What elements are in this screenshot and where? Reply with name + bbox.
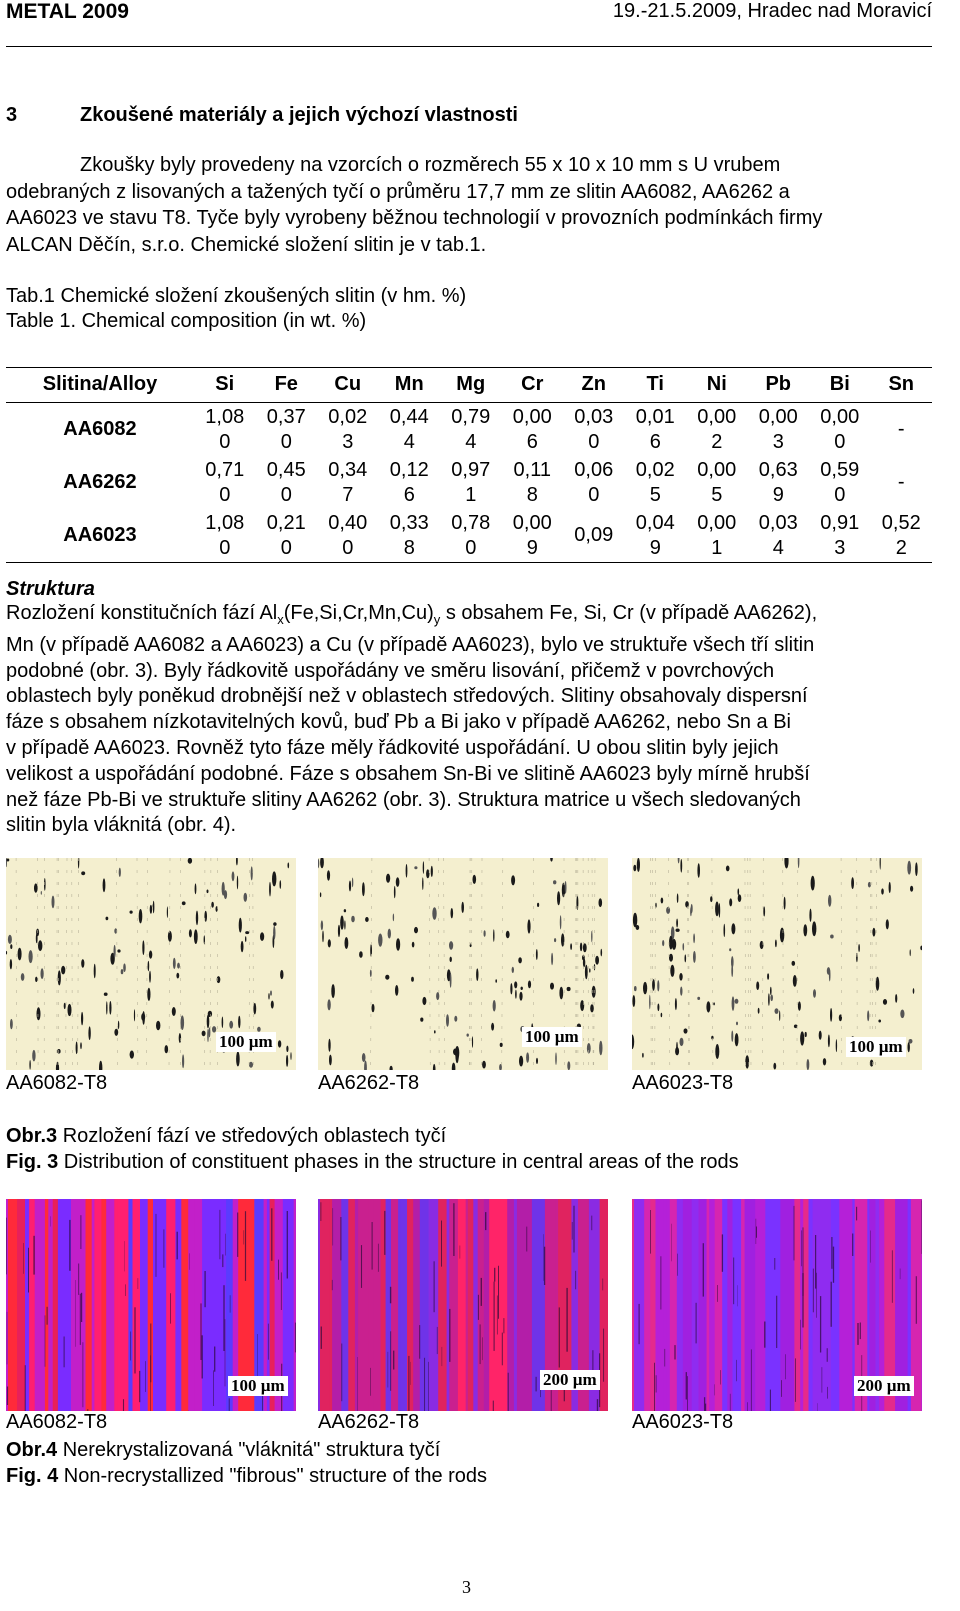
value-cell: [871, 456, 933, 509]
value-cell: [871, 403, 933, 457]
value-part: 0: [219, 430, 231, 453]
column-header-alloy: Slitina/Alloy: [42, 372, 158, 395]
value-part: 0: [834, 483, 846, 506]
value-part: 0,34: [328, 458, 368, 481]
value-cell: [686, 509, 748, 563]
subscript-x: x: [277, 612, 284, 627]
structure-line: podobné (obr. 3). Byly řádkovitě uspořádány ve směru lisování, přičemž v povrchových: [6, 659, 775, 682]
value-cell: [809, 403, 871, 457]
structure-line: slitin byla vláknitá (obr. 4).: [6, 814, 237, 837]
value-part: 9: [649, 536, 661, 559]
value-cell: [563, 403, 625, 457]
value-cell: [502, 509, 564, 563]
table-row: [6, 456, 932, 509]
column-header-ti: Ti: [646, 372, 664, 395]
intro-line: ALCAN Děčín, s.r.o. Chemické složení slitin je v tab.1.: [6, 233, 487, 256]
scale-bar-label: 100 µm: [846, 1037, 906, 1057]
caption-prefix: Fig. 3: [6, 1151, 59, 1173]
value-part: 4: [772, 536, 784, 559]
column-header-pb: Pb: [765, 372, 792, 395]
structure-line: oblastech byly poněkud drobnější než v oblastech středových. Slitiny obsahovaly dispersní: [6, 685, 808, 708]
value-part: 6: [649, 430, 661, 453]
structure-line: Mn (v případě AA6082 a AA6023) a Cu (v případě AA6023), bylo ve struktuře všech tří slitin: [6, 633, 815, 656]
value-part: 6: [403, 483, 415, 506]
header-rule: [6, 46, 932, 47]
value-cell: [686, 456, 748, 509]
value-cell: [748, 456, 810, 509]
table-body: [6, 403, 932, 563]
value-part: 0,33: [389, 511, 429, 534]
section-heading: [6, 104, 518, 127]
value-part: 0,01: [635, 405, 675, 428]
value-part: 0,00: [512, 511, 552, 534]
intro-paragraph: [6, 152, 932, 258]
conference-date-place: 19.-21.5.2009, Hradec nad Moravicí: [612, 0, 932, 22]
value-cell: [379, 403, 441, 457]
value-part: 6: [526, 430, 538, 453]
value-part: -: [897, 418, 905, 440]
value-cell: [317, 456, 379, 509]
value-part: 0,00: [820, 405, 860, 428]
figure4-label-aa6082: AA6082-T8: [6, 1411, 108, 1433]
caption-prefix: Obr.4: [6, 1439, 58, 1461]
value-part: 1,08: [205, 405, 245, 428]
value-cell: [809, 456, 871, 509]
value-cell: [194, 403, 256, 457]
column-header-zn: Zn: [581, 372, 606, 395]
conference-name: METAL 2009: [6, 0, 129, 23]
column-header-cr: Cr: [521, 372, 544, 395]
value-cell: [379, 456, 441, 509]
column-header-si: Si: [215, 372, 235, 395]
alloy-name-cell: AA6262: [63, 471, 137, 493]
scale-bar-label: 200 µm: [540, 1370, 600, 1390]
value-part: 8: [526, 483, 538, 506]
value-cell: [440, 456, 502, 509]
subscript-y: y: [433, 612, 441, 627]
caption-text: Distribution of constituent phases in the structure in central areas of the rods: [58, 1151, 739, 1173]
table-header-row: [6, 368, 932, 403]
value-part: 0: [219, 483, 231, 506]
value-part: 0,00: [697, 511, 737, 534]
value-part: 0,03: [758, 511, 798, 534]
value-part: 0,97: [451, 458, 491, 481]
structure-text: Rozložení konstitučních fází Al: [6, 602, 278, 624]
table-row: [6, 403, 932, 457]
figure4-caption-en: [6, 1463, 487, 1489]
value-part: 3: [834, 536, 846, 559]
structure-line: fáze s obsahem nízkotavitelných kovů, buď Pb a Bi jako v případě AA6262, nebo Sn a Bi: [6, 711, 791, 734]
value-cell: [256, 509, 318, 563]
structure-heading: Struktura: [6, 578, 95, 600]
value-part: 2: [895, 536, 907, 559]
value-cell: [194, 456, 256, 509]
figure3-label-aa6023: AA6023-T8: [632, 1072, 734, 1094]
table-caption-cz: Tab.1 Chemické složení zkoušených slitin (v hm. %): [6, 285, 467, 307]
value-cell: [563, 509, 625, 563]
caption-text: Nerekrystalizovaná "vláknitá" struktura tyčí: [57, 1439, 441, 1461]
scale-bar-label: 100 µm: [228, 1376, 288, 1396]
value-cell: [317, 509, 379, 563]
structure-line: než fáze Pb-Bi ve struktuře slitiny AA6262 (obr. 3). Struktura matrice u všech sledovaných: [6, 788, 801, 811]
column-header-mg: Mg: [456, 372, 486, 395]
intro-line: Zkoušky byly provedeny na vzorcích o rozměrech 55 x 10 x 10 mm s U vrubem: [80, 154, 781, 176]
value-part: 0: [219, 536, 231, 559]
value-cell: [194, 509, 256, 563]
value-cell: [748, 403, 810, 457]
column-header-ni: Ni: [706, 372, 727, 395]
value-part: 0,03: [574, 405, 614, 428]
alloy-name-cell: AA6023: [63, 524, 137, 546]
value-part: 0: [465, 536, 477, 559]
value-part: 0,45: [266, 458, 306, 481]
caption-text: Rozložení fází ve středových oblastech tyčí: [57, 1125, 447, 1147]
value-cell: [748, 509, 810, 563]
figure3-caption-en: [6, 1149, 739, 1175]
scale-bar-label: 100 µm: [216, 1032, 276, 1052]
structure-text: s obsahem Fe, Si, Cr (v případě AA6262),: [440, 602, 818, 624]
figure3-label-aa6082: AA6082-T8: [6, 1072, 108, 1094]
intro-line: AA6023 ve stavu T8. Tyče byly vyrobeny běžnou technologií v provozních podmínkách firmy: [6, 207, 823, 229]
value-cell: [440, 509, 502, 563]
composition-table: [6, 367, 932, 563]
value-part: 0: [342, 536, 354, 559]
caption-prefix: Obr.3: [6, 1125, 58, 1147]
value-part: 9: [772, 483, 784, 506]
column-header-fe: Fe: [274, 372, 298, 395]
value-part: 0,37: [266, 405, 306, 428]
page-number: 3: [462, 1577, 471, 1597]
value-part: 0,21: [266, 511, 306, 534]
value-part: 0: [280, 536, 292, 559]
value-cell: [440, 403, 502, 457]
value-part: 8: [403, 536, 415, 559]
figure3-caption-cz: [6, 1123, 446, 1149]
value-part: 0: [280, 483, 292, 506]
figure4-caption-cz: [6, 1437, 440, 1463]
section-title: Zkoušené materiály a jejich výchozí vlastnosti: [80, 104, 518, 126]
value-part: 0,06: [574, 458, 614, 481]
value-part: 1,08: [205, 511, 245, 534]
value-part: 0,00: [697, 458, 737, 481]
value-part: 0,79: [451, 405, 491, 428]
value-part: 7: [342, 483, 354, 506]
value-part: 0,04: [635, 511, 675, 534]
value-part: 0,12: [389, 458, 429, 481]
alloy-name-cell: AA6082: [63, 418, 137, 440]
value-part: 0,91: [820, 511, 860, 534]
value-cell: [502, 456, 564, 509]
value-part: 0: [834, 430, 846, 453]
value-part: 2: [711, 430, 723, 453]
value-part: 0,78: [451, 511, 491, 534]
value-part: 0,00: [512, 405, 552, 428]
column-header-sn: Sn: [888, 372, 915, 395]
structure-line: v případě AA6023. Rovněž tyto fáze měly řádkovité uspořádání. U obou slitin byly jejich: [6, 736, 779, 759]
value-cell: [625, 509, 687, 563]
table-row: [6, 509, 932, 563]
value-cell: [625, 456, 687, 509]
structure-line: [6, 601, 932, 633]
value-cell: [871, 509, 933, 563]
column-header-bi: Bi: [829, 372, 850, 395]
table-caption-en: Table 1. Chemical composition (in wt. %): [6, 310, 367, 332]
value-cell: [563, 456, 625, 509]
value-cell: [686, 403, 748, 457]
figure4-label-aa6262: AA6262-T8: [318, 1411, 420, 1433]
structure-text: (Fe,Si,Cr,Mn,Cu): [283, 602, 434, 624]
structure-paragraph: [6, 601, 932, 839]
value-part: 0,00: [758, 405, 798, 428]
value-part: -: [897, 471, 905, 493]
value-part: 4: [403, 430, 415, 453]
value-part: 0,09: [574, 524, 614, 546]
value-part: 9: [526, 536, 538, 559]
column-header-mn: Mn: [394, 372, 424, 395]
value-cell: [379, 509, 441, 563]
value-part: 0,40: [328, 511, 368, 534]
caption-prefix: Fig. 4: [6, 1465, 59, 1487]
scale-bar-label: 200 µm: [854, 1376, 914, 1396]
value-part: 1: [711, 536, 723, 559]
intro-line: odebraných z lisovaných a tažených tyčí o průměru 17,7 mm ze slitin AA6082, AA6262 a: [6, 180, 790, 203]
caption-text: Non-recrystallized "fibrous" structure of the rods: [58, 1465, 488, 1487]
value-cell: [256, 456, 318, 509]
value-part: 0: [280, 430, 292, 453]
value-part: 0,63: [758, 458, 798, 481]
value-cell: [502, 403, 564, 457]
value-part: 0,11: [513, 458, 551, 481]
value-cell: [625, 403, 687, 457]
structure-line: velikost a uspořádání podobné. Fáze s obsahem Sn-Bi ve slitině AA6023 byly mírně hrubší: [6, 762, 810, 785]
value-part: 0,71: [205, 458, 245, 481]
value-part: 0,59: [820, 458, 860, 481]
figure4-label-aa6023: AA6023-T8: [632, 1411, 734, 1433]
value-part: 5: [711, 483, 723, 506]
value-part: 1: [465, 483, 477, 506]
value-part: 0,44: [389, 405, 429, 428]
value-cell: [256, 403, 318, 457]
section-number: 3: [6, 104, 18, 126]
value-part: 5: [649, 483, 661, 506]
value-part: 0,02: [328, 405, 368, 428]
value-part: 0,02: [635, 458, 675, 481]
value-cell: [809, 509, 871, 563]
value-part: 0,00: [697, 405, 737, 428]
value-part: 3: [342, 430, 354, 453]
figure3-label-aa6262: AA6262-T8: [318, 1072, 420, 1094]
value-part: 0: [588, 483, 600, 506]
scale-bar-label: 100 µm: [522, 1027, 582, 1047]
value-part: 3: [772, 430, 784, 453]
value-part: 4: [465, 430, 477, 453]
value-part: 0: [588, 430, 600, 453]
value-cell: [317, 403, 379, 457]
column-header-cu: Cu: [334, 372, 362, 395]
value-part: 0,52: [881, 511, 921, 534]
